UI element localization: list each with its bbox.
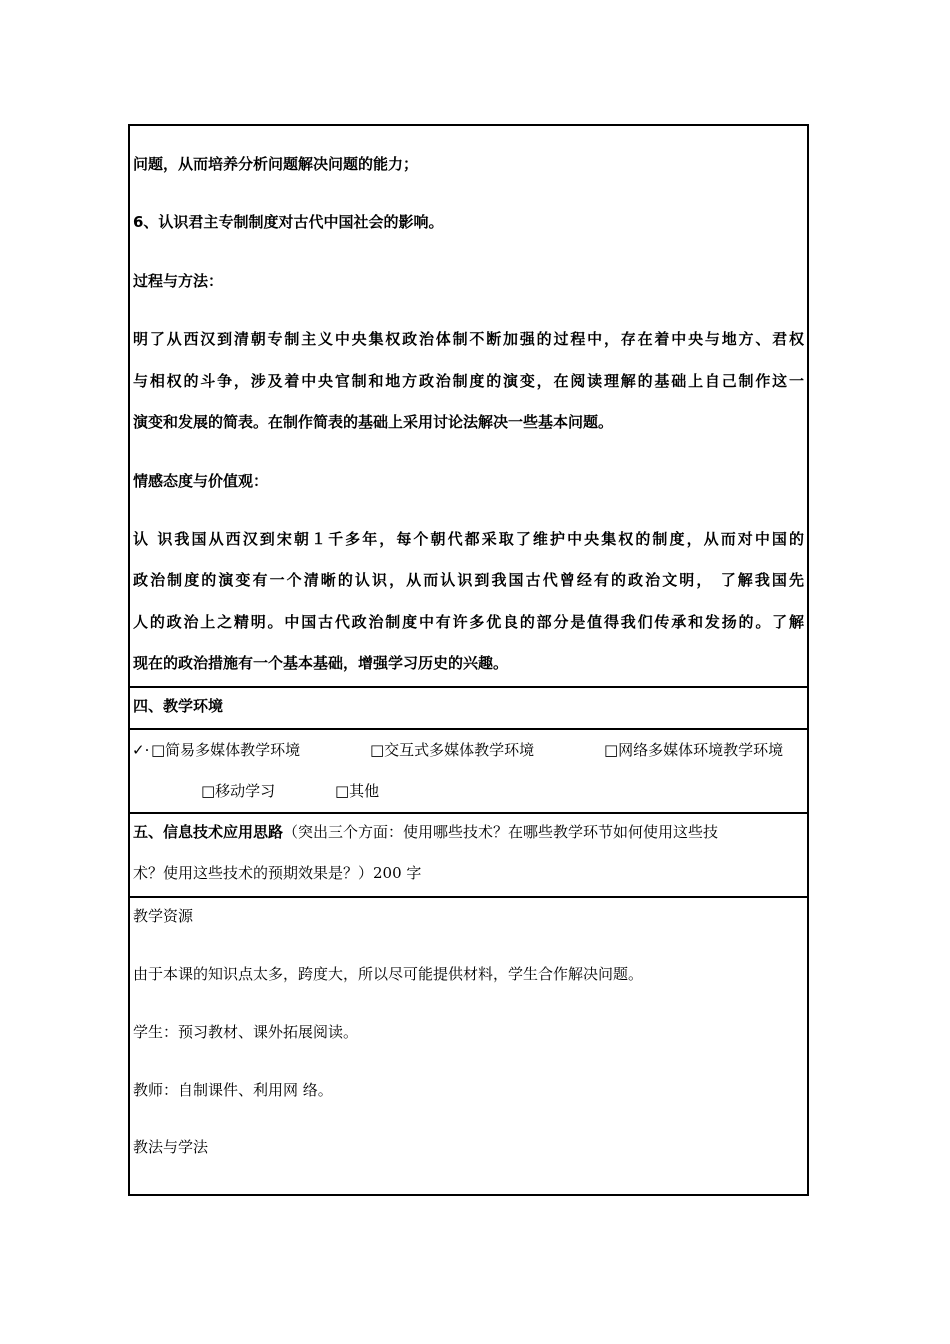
process-line-1: 明了从西汉到清朝专制主义中央集权政治体制不断加强的过程中，存在着中央与地方、君权: [133, 330, 804, 348]
option-other[interactable]: □其他: [335, 782, 380, 800]
emotion-line-1: 认 识我国从西汉到宋朝１千多年，每个朝代都采取了维护中央集权的制度，从而对中国的: [133, 530, 804, 548]
emotion-heading: 情感态度与价值观：: [133, 472, 269, 490]
resources-heading: 教学资源: [133, 907, 194, 925]
option-simple-multimedia[interactable]: □简易多媒体教学环境: [151, 741, 301, 759]
process-line-3: 演变和发展的简表。在制作简表的基础上采用讨论法解决一些基本问题。: [133, 413, 614, 431]
emotion-line-3: 人的政治上之精明。中国古代政治制度中有许多优良的部分是值得我们传承和发扬的。了解: [133, 613, 804, 631]
option-network-multimedia[interactable]: □网络多媒体环境教学环境: [604, 741, 784, 759]
selected-check-mark: ✓·: [132, 741, 150, 759]
lesson-plan-table: [128, 124, 809, 1196]
objectives-line-1: 问题，从而培养分析问题解决问题的能力；: [133, 155, 419, 173]
process-heading: 过程与方法：: [133, 272, 224, 290]
resources-line-2: 学生：预习教材、课外拓展阅读。: [133, 1023, 359, 1041]
section5-heading-note-1: （突出三个方面：使用哪些技术？在哪些教学环节如何使用这些技: [283, 823, 719, 841]
section5-heading-note-2: 术？使用这些技术的预期效果是？）200 字: [133, 864, 422, 882]
emotion-line-2: 政治制度的演变有一个清晰的认识，从而认识到我国古代曾经有的政治文明， 了解我国先: [133, 571, 804, 589]
section4-heading: 四、教学环境: [133, 697, 224, 715]
section5-heading-cell: [130, 814, 807, 898]
process-line-2: 与相权的斗争，涉及着中央官制和地方政治制度的演变，在阅读理解的基础上自己制作这一: [133, 372, 804, 390]
objectives-line-2: 6、认识君主专制制度对古代中国社会的影响。: [133, 213, 444, 231]
emotion-line-4: 现在的政治措施有一个基本基础，增强学习历史的兴趣。: [133, 654, 509, 672]
methods-heading: 教法与学法: [133, 1138, 209, 1156]
option-mobile-learning[interactable]: □移动学习: [201, 782, 276, 800]
objectives-cell: [130, 126, 807, 688]
section5-heading-line-1: [133, 822, 718, 842]
option-interactive-multimedia[interactable]: □交互式多媒体教学环境: [370, 741, 535, 759]
resources-line-3: 教师：自制课件、利用网 络。: [133, 1081, 333, 1099]
resources-line-1: 由于本课的知识点太多，跨度大，所以尽可能提供材料，学生合作解决问题。: [133, 965, 644, 983]
section5-heading-title: 五、信息技术应用思路: [133, 823, 284, 841]
resources-cell: [130, 898, 807, 1194]
section4-heading-cell: [130, 688, 807, 730]
environment-options-cell: [130, 730, 807, 814]
